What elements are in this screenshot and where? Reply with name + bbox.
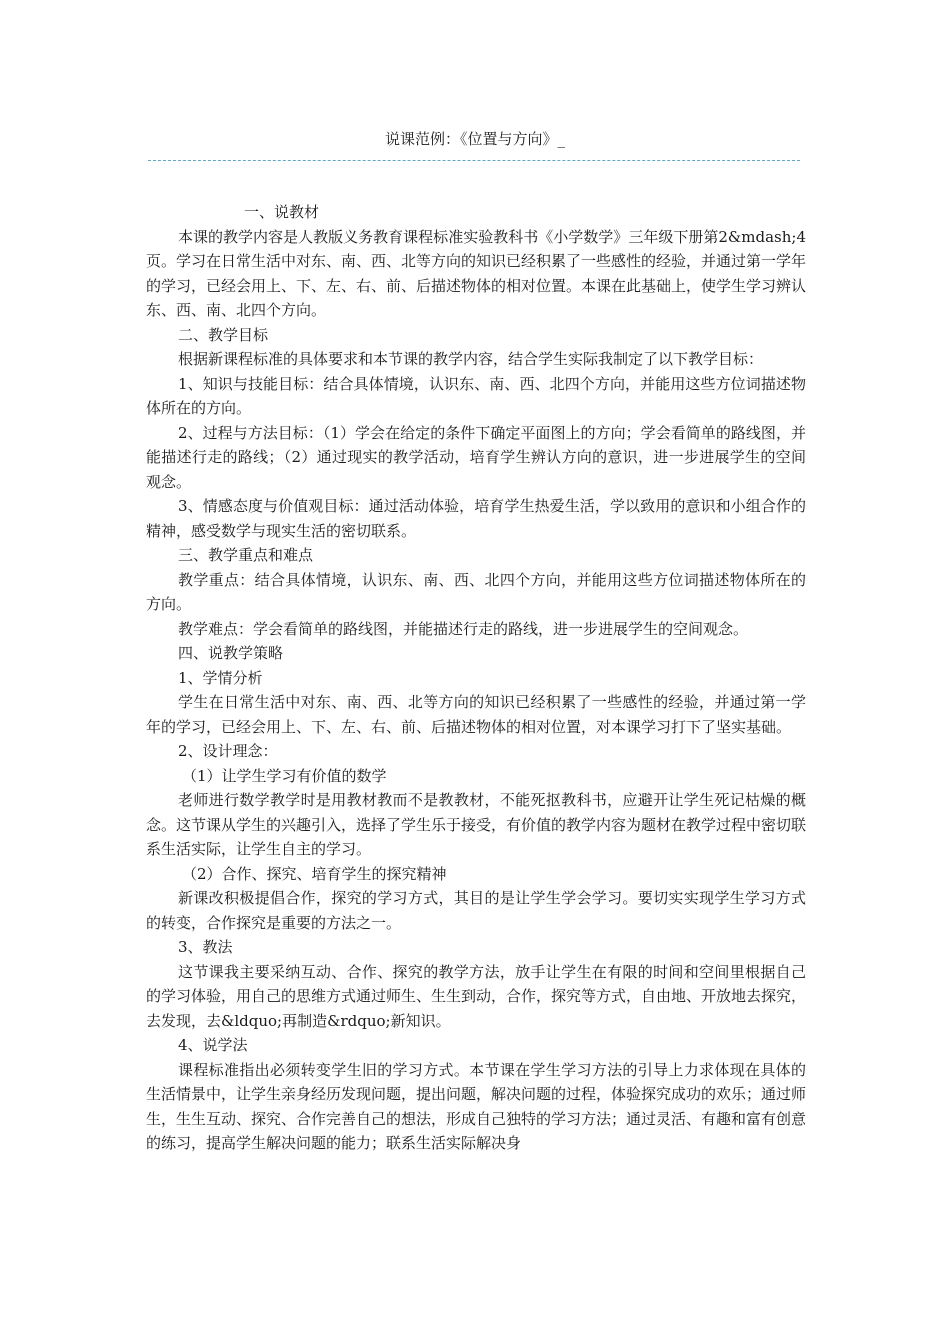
subsection-heading: （2）合作、探究、培育学生的探究精神 (182, 864, 447, 883)
paragraph: 根据新课程标准的具体要求和本节课的教学内容，结合学生实际我制定了以下教学目标： (178, 350, 764, 368)
section-heading: 2、设计理念： (178, 742, 278, 760)
paragraph: 课程标准指出必须转变学生旧的学习方式。本节课在学生学习方法的引导上力求体现在具体的生活情景中，让学生亲身经历发现问题，提出问题，解决问题的过程，体验探究成功的欢乐；通过师生，生生互动、探究、合作完善自己的想法，形成自己独特的学习方法；通过灵活、有趣和富有创意的练习，提高学生解决问题的能力；联系生活实际解决身 (146, 1060, 807, 1152)
paragraph: 老师进行数学教学时是用教材教而不是教教材，不能死抠教科书，应避开让学生死记枯燥的概念。这节课从学生的兴趣引入，选择了学生乐于接受，有价值的教学内容为题材在教学过程中密切联系生活实际，让学生自主的学习。 (146, 791, 807, 858)
section-heading: 一、说教材 (244, 203, 320, 221)
section-heading: 四、说教学策略 (178, 644, 284, 662)
title-divider (148, 160, 800, 161)
paragraph: 2、过程与方法目标：（1）学会在给定的条件下确定平面图上的方向；学会看简单的路线图，并能描述行走的路线；（2）通过现实的教学活动，培育学生辨认方向的意识，进一步进展学生的空间观念。 (146, 423, 806, 491)
paragraph: 学生在日常生活中对东、南、西、北等方向的知识已经积累了一些感性的经验，并通过第一学年的学习，已经会用上、下、左、右、前、后描述物体的相对位置，对本课学习打下了坚实基础。 (146, 693, 806, 736)
paragraph: 教学难点：学会看简单的路线图，并能描述行走的路线，进一步进展学生的空间观念。 (178, 619, 749, 638)
paragraph: 本课的教学内容是人教版义务教育课程标准实验教科书《小学数学》三年级下册第2&mdash;4页。学习在日常生活中对东、南、西、北等方向的知识已经积累了一些感性的经验，并通过第一学年的学习，已经会用上、下、左、右、前、后描述物体的相对位置。本课在此基础上，使学生学习辨认东、西、南、北四个方向。 (146, 227, 807, 319)
subsection-heading: （1）让学生学习有价值的数学 (182, 766, 387, 785)
paragraph: 教学重点：结合具体情境，认识东、南、西、北四个方向，并能用这些方位词描述物体所在的方向。 (146, 570, 806, 613)
section-heading: 1、学情分析 (178, 668, 263, 687)
section-heading: 二、教学目标 (178, 325, 269, 344)
section-heading: 3、教法 (178, 938, 233, 956)
document-body (146, 200, 806, 1156)
paragraph: 这节课我主要采纳互动、合作、探究的教学方法，放手让学生在有限的时间和空间里根据自己的学习体验，用自己的思维方式通过师生、生生到动，合作，探究等方式，自由地、开放地去探究，去发现，去&ldquo;再制造&rdquo;新知识。 (146, 962, 807, 1030)
document-title: 说课范例：《位置与方向》_ (384, 130, 565, 148)
paragraph: 1、知识与技能目标：结合具体情境，认识东、南、西、北四个方向，并能用这些方位词描述物体所在的方向。 (146, 374, 806, 417)
section-heading: 三、教学重点和难点 (178, 546, 314, 564)
paragraph: 新课改积极提倡合作，探究的学习方式，其目的是让学生学会学习。要切实实现学生学习方式的转变，合作探究是重要的方法之一。 (146, 889, 806, 932)
section-heading: 4、说学法 (178, 1036, 248, 1054)
paragraph: 3、情感态度与价值观目标：通过活动体验，培育学生热爱生活，学以致用的意识和小组合作的精神，感受数学与现实生活的密切联系。 (146, 497, 806, 540)
